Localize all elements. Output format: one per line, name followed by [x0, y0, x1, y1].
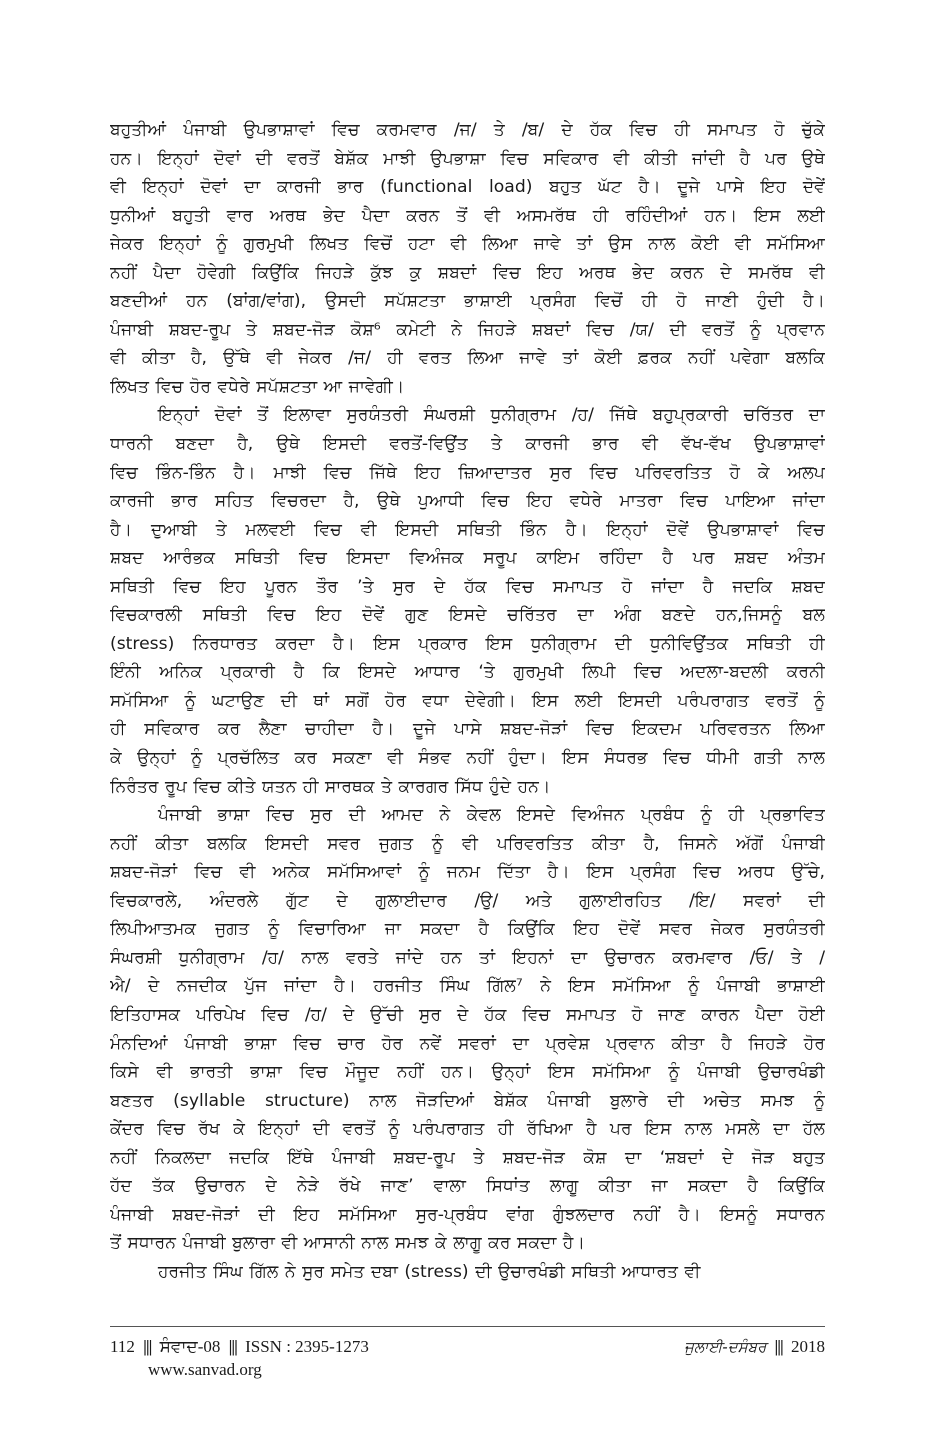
article-body: [110, 116, 825, 1286]
paragraph: [110, 801, 825, 1258]
text-line: ਹੈ। ਦੁਆਬੀ ਤੇ ਮਲਵਈ ਵਿਚ ਵੀ ਇਸਦੀ ਸਥਿਤੀ ਭਿੰਨ ਹੈ। ਇਨ੍ਹਾਂ ਦੋਵੇਂ ਉਪਭਾਸ਼ਾਵਾਂ ਵਿਚ: [110, 519, 825, 540]
text-line: ਹੀ ਸਵਿਕਾਰ ਕਰ ਲੈਣਾ ਚਾਹੀਦਾ ਹੈ। ਦੂਜੇ ਪਾਸੇ ਸ਼ਬਦ-ਜੋੜਾਂ ਵਿਚ ਇਕਦਮ ਪਰਿਵਰਤਨ ਲਿਆ: [110, 719, 825, 740]
text-line: ਤੋਂ ਸਧਾਰਨ ਪੰਜਾਬੀ ਬੁਲਾਰਾ ਵੀ ਆਸਾਨੀ ਨਾਲ ਸਮਝ ਕੇ ਲਾਗੂ ਕਰ ਸਕਦਾ ਹੈ।: [110, 1233, 586, 1254]
text-line: ਵਿਚਕਾਰਲੇ, ਅੰਦਰਲੇ ਗੁੱਟ ਦੇ ਗੁਲਾਈਦਾਰ /ਉ/ ਅਤੇ ਗੁਲਾਈਰਹਿਤ /ਇ/ ਸਵਰਾਂ ਦੀ: [110, 890, 825, 911]
text-line: ਨਹੀਂ ਪੈਦਾ ਹੋਵੇਗੀ ਕਿਉਂਕਿ ਜਿਹੜੇ ਕੁੱਝ ਕੁ ਸ਼ਬਦਾਂ ਵਿਚ ਇਹ ਅਰਥ ਭੇਦ ਕਰਨ ਦੇ ਸਮਰੱਥ ਵੀ: [110, 262, 825, 283]
text-line: ਕਾਰਜੀ ਭਾਰ ਸਹਿਤ ਵਿਚਰਦਾ ਹੈ, ਉਥੇ ਪੁਆਧੀ ਵਿਚ ਇਹ ਵਧੇਰੇ ਮਾਤਰਾ ਵਿਚ ਪਾਇਆ ਜਾਂਦਾ: [110, 491, 825, 512]
text-line: ਇਤਿਹਾਸਕ ਪਰਿਪੇਖ ਵਿਚ /ਹ/ ਦੇ ਉੱਚੀ ਸੁਰ ਦੇ ਹੱਕ ਵਿਚ ਸਮਾਪਤ ਹੋ ਜਾਣ ਕਾਰਨ ਪੈਦਾ ਹੋਈ: [110, 1004, 825, 1025]
separator: |||: [228, 1337, 237, 1356]
footer-divider: [110, 1326, 825, 1327]
text-line: ਹਰਜੀਤ ਸਿੰਘ ਗਿੱਲ ਨੇ ਸੁਰ ਸਮੇਤ ਦਬਾ (stress) ਦੀ ਉਚਾਰਖੰਡੀ ਸਥਿਤੀ ਆਧਾਰਤ ਵੀ: [158, 1261, 701, 1282]
text-line: ਲਿਪੀਆਤਮਕ ਜੁਗਤ ਨੂੰ ਵਿਚਾਰਿਆ ਜਾ ਸਕਦਾ ਹੈ ਕਿਉਂਕਿ ਇਹ ਦੋਵੇਂ ਸਵਰ ਜੇਕਰ ਸੁਰਯੰਤਰੀ: [110, 919, 825, 940]
paragraph: [110, 116, 825, 401]
text-line: ਵਿਚ ਭਿੰਨ-ਭਿੰਨ ਹੈ। ਮਾਝੀ ਵਿਚ ਜਿੱਥੇ ਇਹ ਜ਼ਿਆਦਾਤਰ ਸੁਰ ਵਿਚ ਪਰਿਵਰਤਿਤ ਹੋ ਕੇ ਅਲਪ: [110, 462, 825, 483]
page-footer: [110, 1337, 825, 1361]
text-line: ਇੰਨੀ ਅਨਿਕ ਪ੍ਰਕਾਰੀ ਹੈ ਕਿ ਇਸਦੇ ਆਧਾਰ ‘ਤੇ ਗੁਰਮੁਖੀ ਲਿਪੀ ਵਿਚ ਅਦਲਾ-ਬਦਲੀ ਕਰਨੀ: [110, 662, 825, 683]
journal-name: ਸੰਵਾਦ-08: [159, 1337, 221, 1356]
text-line: ਨਹੀਂ ਕੀਤਾ ਬਲਕਿ ਇਸਦੀ ਸਵਰ ਜੁਗਤ ਨੂੰ ਵੀ ਪਰਿਵਰਤਿਤ ਕੀਤਾ ਹੈ, ਜਿਸਨੇ ਅੱਗੋਂ ਪੰਜਾਬੀ: [110, 833, 825, 854]
text-line: ਨਹੀਂ ਨਿਕਲਦਾ ਜਦਕਿ ਇੱਥੇ ਪੰਜਾਬੀ ਸ਼ਬਦ-ਰੂਪ ਤੇ ਸ਼ਬਦ-ਜੋੜ ਕੋਸ਼ ਦਾ ‘ਸ਼ਬਦਾਂ ਦੇ ਜੋੜ ਬਹੁਤ: [110, 1147, 825, 1168]
issue-period: ਜੁਲਾਈ-ਦਸੰਬਰ: [684, 1338, 767, 1356]
paragraph: [110, 401, 825, 801]
text-line: ਬਣਦੀਆਂ ਹਨ (ਬਾਂਗ/ਵਾਂਗ), ਉਸਦੀ ਸਪੱਸ਼ਟਤਾ ਭਾਸ਼ਾਈ ਪ੍ਰਸੰਗ ਵਿਚੋਂ ਹੀ ਹੋ ਜਾਣੀ ਹੁੰਦੀ ਹੈ।: [110, 291, 825, 312]
text-line: ਜੇਕਰ ਇਨ੍ਹਾਂ ਨੂੰ ਗੁਰਮੁਖੀ ਲਿਖਤ ਵਿਚੋਂ ਹਟਾ ਵੀ ਲਿਆ ਜਾਵੇ ਤਾਂ ਉਸ ਨਾਲ ਕੋਈ ਵੀ ਸਮੱਸਿਆ: [110, 234, 825, 255]
page-number: 112: [110, 1337, 135, 1356]
separator: |||: [774, 1337, 783, 1356]
paragraph: [110, 1258, 825, 1287]
text-line: ਸਥਿਤੀ ਵਿਚ ਇਹ ਪੂਰਨ ਤੌਰ ’ਤੇ ਸੁਰ ਦੇ ਹੱਕ ਵਿਚ ਸਮਾਪਤ ਹੋ ਜਾਂਦਾ ਹੈ ਜਦਕਿ ਸ਼ਬਦ: [110, 576, 825, 597]
separator: |||: [143, 1337, 152, 1356]
text-line: ਕਿਸੇ ਵੀ ਭਾਰਤੀ ਭਾਸ਼ਾ ਵਿਚ ਮੌਜੂਦ ਨਹੀਂ ਹਨ। ਉਨ੍ਹਾਂ ਇਸ ਸਮੱਸਿਆ ਨੂੰ ਪੰਜਾਬੀ ਉਚਾਰਖੰਡੀ: [110, 1062, 825, 1083]
issue-year: 2018: [791, 1337, 825, 1356]
text-line: ਵੀ ਇਨ੍ਹਾਂ ਦੋਵਾਂ ਦਾ ਕਾਰਜੀ ਭਾਰ (functional load) ਬਹੁਤ ਘੱਟ ਹੈ। ਦੂਜੇ ਪਾਸੇ ਇਹ ਦੋਵੇਂ: [110, 177, 825, 198]
text-line: ਪੰਜਾਬੀ ਸ਼ਬਦ-ਰੂਪ ਤੇ ਸ਼ਬਦ-ਜੋੜ ਕੋਸ਼⁶ ਕਮੇਟੀ ਨੇ ਜਿਹੜੇ ਸ਼ਬਦਾਂ ਵਿਚ /ਯ/ ਦੀ ਵਰਤੋਂ ਨੂੰ ਪ੍ਰਵਾਨ: [110, 319, 825, 340]
text-line: ਵਿਚਕਾਰਲੀ ਸਥਿਤੀ ਵਿਚ ਇਹ ਦੋਵੇਂ ਗੁਣ ਇਸਦੇ ਚਰਿੱਤਰ ਦਾ ਅੰਗ ਬਣਦੇ ਹਨ,ਜਿਸਨੂੰ ਬਲ: [110, 605, 825, 626]
text-line: (stress) ਨਿਰਧਾਰਤ ਕਰਦਾ ਹੈ। ਇਸ ਪ੍ਰਕਾਰ ਇਸ ਧੁਨੀਗ੍ਰਾਮ ਦੀ ਧੁਨੀਵਿਉਂਤਕ ਸਥਿਤੀ ਹੀ: [110, 633, 825, 654]
text-line: ਹੱਦ ਤੱਕ ਉਚਾਰਨ ਦੇ ਨੇੜੇ ਰੱਖੇ ਜਾਣ’ ਵਾਲਾ ਸਿਧਾਂਤ ਲਾਗੂ ਕੀਤਾ ਜਾ ਸਕਦਾ ਹੈ ਕਿਉਂਕਿ: [110, 1176, 825, 1197]
text-line: ਵੀ ਕੀਤਾ ਹੈ, ਉੱਥੇ ਵੀ ਜੇਕਰ /ਜ/ ਹੀ ਵਰਤ ਲਿਆ ਜਾਵੇ ਤਾਂ ਕੋਈ ਫ਼ਰਕ ਨਹੀਂ ਪਵੇਗਾ ਬਲਕਿ: [110, 348, 825, 369]
text-line: ਕੇਂਦਰ ਵਿਚ ਰੱਖ ਕੇ ਇਨ੍ਹਾਂ ਦੀ ਵਰਤੋਂ ਨੂੰ ਪਰੰਪਰਾਗਤ ਹੀ ਰੱਖਿਆ ਹੈ ਪਰ ਇਸ ਨਾਲ ਮਸਲੇ ਦਾ ਹੱਲ: [110, 1119, 825, 1140]
text-line: ਧੁਨੀਆਂ ਬਹੁਤੀ ਵਾਰ ਅਰਥ ਭੇਦ ਪੈਦਾ ਕਰਨ ਤੋਂ ਵੀ ਅਸਮਰੱਥ ਹੀ ਰਹਿੰਦੀਆਂ ਹਨ। ਇਸ ਲਈ: [110, 205, 825, 226]
text-line: ਮੰਨਦਿਆਂ ਪੰਜਾਬੀ ਭਾਸ਼ਾ ਵਿਚ ਚਾਰ ਹੋਰ ਨਵੇਂ ਸਵਰਾਂ ਦਾ ਪ੍ਰਵੇਸ਼ ਪ੍ਰਵਾਨ ਕੀਤਾ ਹੈ ਜਿਹੜੇ ਹੋਰ: [110, 1033, 825, 1054]
text-line: ਲਿਖਤ ਵਿਚ ਹੋਰ ਵਧੇਰੇ ਸਪੱਸ਼ਟਤਾ ਆ ਜਾਵੇਗੀ।: [110, 376, 405, 397]
text-line: ਸੰਘਰਸ਼ੀ ਧੁਨੀਗ੍ਰਾਮ /ਹ/ ਨਾਲ ਵਰਤੇ ਜਾਂਦੇ ਹਨ ਤਾਂ ਇਹਨਾਂ ਦਾ ਉਚਾਰਨ ਕਰਮਵਾਰ /ਓ/ ਤੇ /: [110, 947, 825, 968]
text-line: ਸ਼ਬਦ-ਜੋੜਾਂ ਵਿਚ ਵੀ ਅਨੇਕ ਸਮੱਸਿਆਵਾਂ ਨੂੰ ਜਨਮ ਦਿੱਤਾ ਹੈ। ਇਸ ਪ੍ਰਸੰਗ ਵਿਚ ਅਰਧ ਉੱਚੇ,: [110, 862, 825, 883]
text-line: ਪੰਜਾਬੀ ਭਾਸ਼ਾ ਵਿਚ ਸੁਰ ਦੀ ਆਮਦ ਨੇ ਕੇਵਲ ਇਸਦੇ ਵਿਅੰਜਨ ਪ੍ਰਬੰਧ ਨੂੰ ਹੀ ਪ੍ਰਭਾਵਿਤ: [158, 805, 825, 826]
text-line: ਬਣਤਰ (syllable structure) ਨਾਲ ਜੋੜਦਿਆਂ ਬੇਸ਼ੱਕ ਪੰਜਾਬੀ ਬੁਲਾਰੇ ਦੀ ਅਚੇਤ ਸਮਝ ਨੂੰ: [110, 1090, 825, 1111]
text-line: ਐ/ ਦੇ ਨਜਦੀਕ ਪੁੱਜ ਜਾਂਦਾ ਹੈ। ਹਰਜੀਤ ਸਿੰਘ ਗਿੱਲ⁷ ਨੇ ਇਸ ਸਮੱਸਿਆ ਨੂੰ ਪੰਜਾਬੀ ਭਾਸ਼ਾਈ: [110, 976, 825, 997]
website-link[interactable]: www.sanvad.org: [148, 1360, 262, 1379]
text-line: ਹਨ। ਇਨ੍ਹਾਂ ਦੋਵਾਂ ਦੀ ਵਰਤੋਂ ਬੇਸ਼ੱਕ ਮਾਝੀ ਉਪਭਾਸ਼ਾ ਵਿਚ ਸਵਿਕਾਰ ਵੀ ਕੀਤੀ ਜਾਂਦੀ ਹੈ ਪਰ ਉਥੇ: [110, 148, 825, 169]
issn: ISSN : 2395-1273: [245, 1337, 369, 1356]
text-line: ਪੰਜਾਬੀ ਸ਼ਬਦ-ਜੋੜਾਂ ਦੀ ਇਹ ਸਮੱਸਿਆ ਸੁਰ-ਪ੍ਰਬੰਧ ਵਾਂਗ ਗੁੰਝਲਦਾਰ ਨਹੀਂ ਹੈ। ਇਸਨੂੰ ਸਧਾਰਨ: [110, 1204, 825, 1225]
text-line: ਕੇ ਉਨ੍ਹਾਂ ਨੂੰ ਪ੍ਰਚੱਲਿਤ ਕਰ ਸਕਣਾ ਵੀ ਸੰਭਵ ਨਹੀਂ ਹੁੰਦਾ। ਇਸ ਸੰਧਰਭ ਵਿਚ ਧੀਮੀ ਗਤੀ ਨਾਲ: [110, 748, 825, 769]
footer-right: [684, 1337, 825, 1357]
text-line: ਬਹੁਤੀਆਂ ਪੰਜਾਬੀ ਉਪਭਾਸ਼ਾਵਾਂ ਵਿਚ ਕਰਮਵਾਰ /ਜ/ ਤੇ /ਬ/ ਦੇ ਹੱਕ ਵਿਚ ਹੀ ਸਮਾਪਤ ਹੋ ਚੁੱਕੇ: [110, 120, 825, 140]
text-line: ਨਿਰੰਤਰ ਰੂਪ ਵਿਚ ਕੀਤੇ ਯਤਨ ਹੀ ਸਾਰਥਕ ਤੇ ਕਾਰਗਰ ਸਿੱਧ ਹੁੰਦੇ ਹਨ।: [110, 776, 551, 797]
text-line: ਸ਼ਬਦ ਆਰੰਭਕ ਸਥਿਤੀ ਵਿਚ ਇਸਦਾ ਵਿਅੰਜਕ ਸਰੂਪ ਕਾਇਮ ਰਹਿੰਦਾ ਹੈ ਪਰ ਸ਼ਬਦ ਅੰਤਮ: [110, 548, 825, 569]
text-line: ਸਮੱਸਿਆ ਨੂੰ ਘਟਾਉਣ ਦੀ ਥਾਂ ਸਗੋਂ ਹੋਰ ਵਧਾ ਦੇਵੇਗੀ। ਇਸ ਲਈ ਇਸਦੀ ਪਰੰਪਰਾਗਤ ਵਰਤੋਂ ਨੂੰ: [110, 690, 825, 711]
text-line: ਇਨ੍ਹਾਂ ਦੋਵਾਂ ਤੋਂ ਇਲਾਵਾ ਸੁਰਯੰਤਰੀ ਸੰਘਰਸ਼ੀ ਧੁਨੀਗ੍ਰਾਮ /ਹ/ ਜਿੱਥੇ ਬਹੁਪ੍ਰਕਾਰੀ ਚਰਿੱਤਰ ਦਾ: [158, 405, 825, 426]
text-line: ਧਾਰਨੀ ਬਣਦਾ ਹੈ, ਉਥੇ ਇਸਦੀ ਵਰਤੋਂ-ਵਿਉਂਤ ਤੇ ਕਾਰਜੀ ਭਾਰ ਵੀ ਵੱਖ-ਵੱਖ ਉਪਭਾਸ਼ਾਵਾਂ: [110, 434, 825, 455]
footer-left: [110, 1337, 369, 1357]
